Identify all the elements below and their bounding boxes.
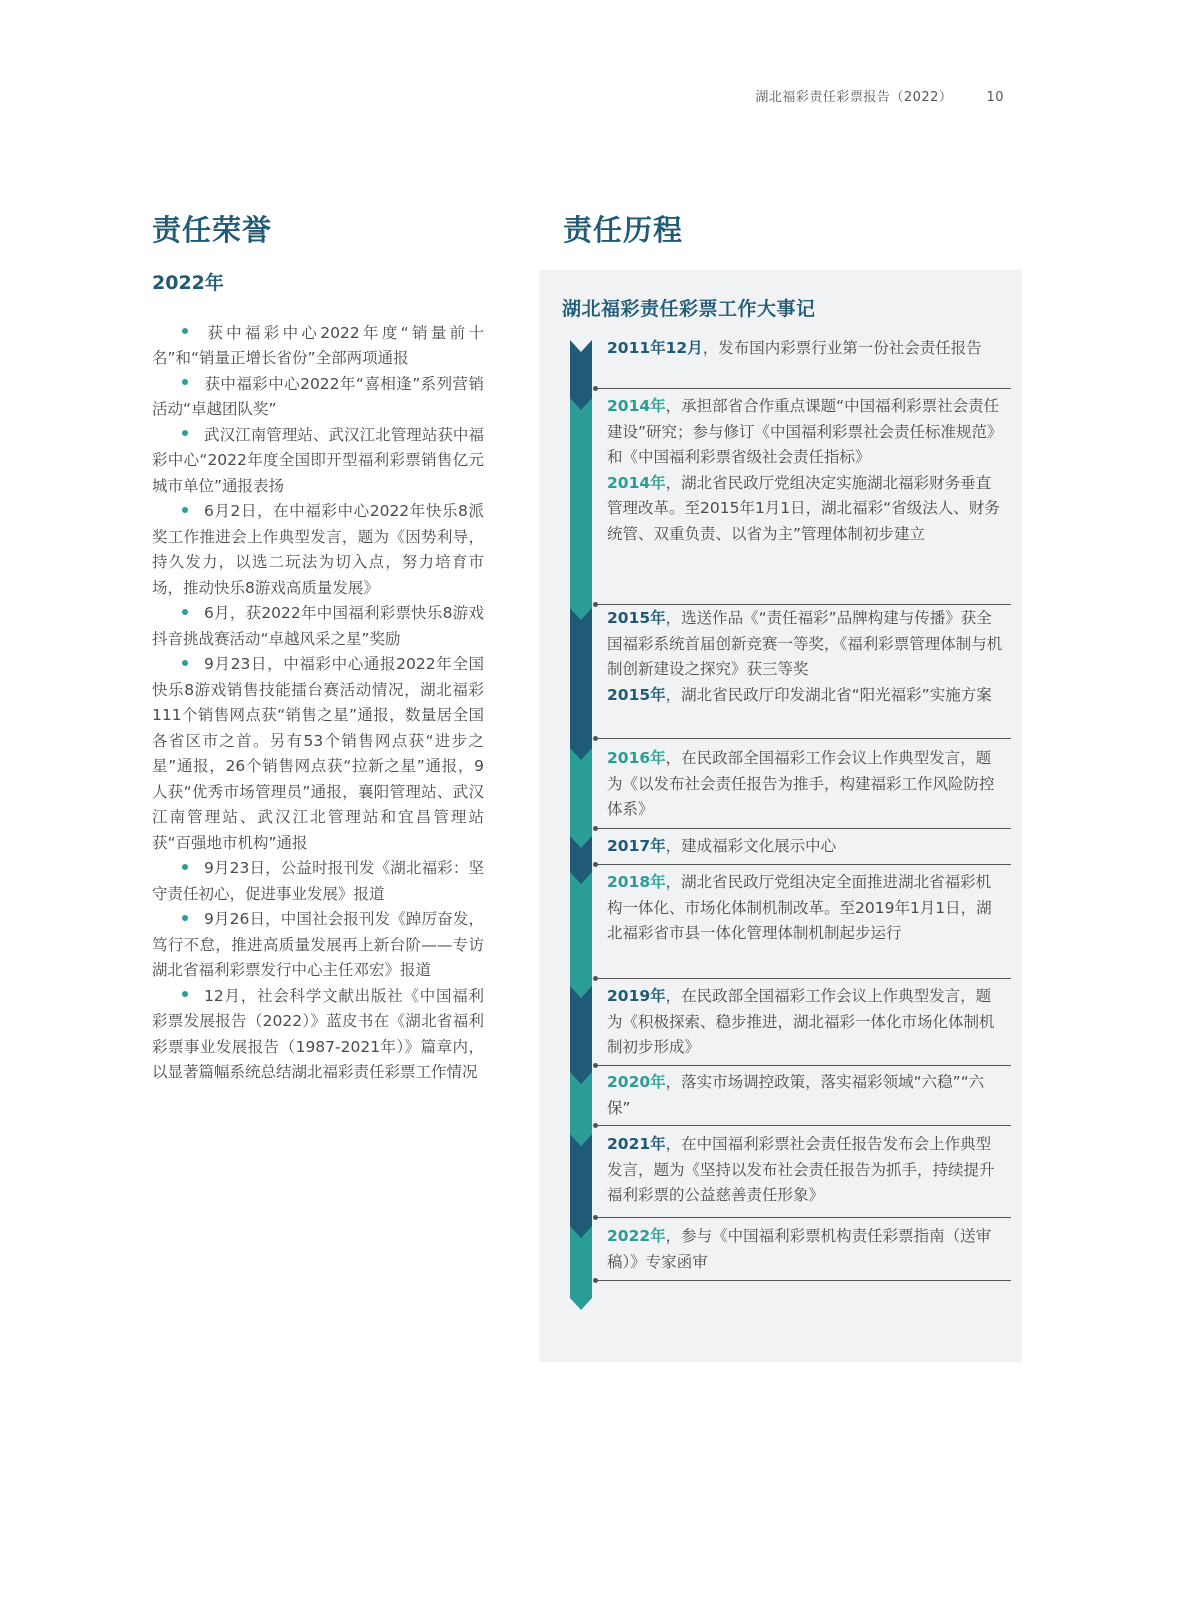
timeline-entry bbox=[607, 984, 1005, 1061]
page-number: 10 bbox=[986, 90, 1004, 105]
event-text: ，建成福彩文化展示中心 bbox=[665, 837, 837, 855]
timeline-entry bbox=[607, 1224, 1005, 1275]
timeline-entry bbox=[607, 394, 1005, 471]
bullet-dot-icon bbox=[182, 430, 188, 436]
honors-heading: 责任荣誉 bbox=[152, 213, 273, 247]
event-text: ，落实市场调控政策，落实福彩领域“六稳”“六保” bbox=[607, 1073, 985, 1117]
event-text: ，在民政部全国福彩工作会议上作典型发言，题为《积极探索、稳步推进，湖北福彩一体化市场化体制机制初步形成》 bbox=[607, 987, 995, 1056]
timeline-arrow-segment bbox=[570, 872, 592, 1004]
event-year: 2014年 bbox=[607, 473, 666, 492]
history-heading: 责任历程 bbox=[563, 213, 684, 247]
event-divider bbox=[595, 604, 1011, 605]
honor-text: 获中福彩中心2022年“喜相逢”系列营销活动“卓越团队奖” bbox=[152, 374, 484, 419]
event-year: 2019年 bbox=[607, 987, 666, 1005]
event-year: 2015年 bbox=[607, 685, 666, 704]
report-title: 湖北福彩责任彩票报告（2022） bbox=[755, 90, 953, 105]
timeline-event bbox=[607, 394, 1005, 547]
honor-item bbox=[152, 423, 484, 500]
bullet-dot-icon bbox=[182, 328, 188, 334]
event-text: ，湖北省民政厅党组决定全面推进湖北省福彩机构一体化、市场化体制机制改革。至2019年1月1日，湖北福彩省市县一体化管理体制机制起步运行 bbox=[607, 873, 992, 942]
honors-list bbox=[152, 321, 484, 1086]
bullet-dot-icon bbox=[182, 507, 188, 513]
honor-item bbox=[152, 321, 484, 372]
event-text: ，参与《中国福利彩票机构责任彩票指南（送审稿）》专家函审 bbox=[607, 1227, 992, 1271]
event-text: ，湖北省民政厅印发湖北省“阳光福彩”实施方案 bbox=[665, 685, 992, 704]
honor-item bbox=[152, 499, 484, 601]
event-divider bbox=[595, 1125, 1011, 1126]
event-divider bbox=[595, 388, 1011, 389]
timeline-entry bbox=[607, 870, 1005, 947]
honor-text: 9月26日，中国社会报刊发《踔厉奋发，笃行不怠，推进高质量发展再上新台阶——专访湖北省福利彩票发行中心主任邓宏》报道 bbox=[152, 910, 484, 980]
page-header bbox=[755, 86, 1004, 105]
timeline-entry bbox=[607, 683, 1005, 709]
bullet-dot-icon bbox=[182, 660, 188, 666]
honor-text: 9月23日，中福彩中心通报2022年全国快乐8游戏销售技能擂台赛活动情况，湖北福彩111个销售网点获“销售之星”通报，数量居全国各省区市之首。另有53个销售网点获“进步之星”通报，26个销售网点获“拉新之星”通报，9人获“优秀市场管理员”通报，襄阳管理站、武汉江南管理站、武汉江北管理站和宜昌管理站获“百强地市机构”通报 bbox=[152, 655, 484, 852]
event-year: 2016年 bbox=[607, 749, 666, 767]
honor-item bbox=[152, 984, 484, 1086]
bullet-dot-icon bbox=[182, 991, 188, 997]
event-text: ，湖北省民政厅党组决定实施湖北福彩财务垂直管理改革。至2015年1月1日，湖北福彩“省级法人、财务统管、双重负责、以省为主”管理体制初步建立 bbox=[607, 473, 1000, 543]
timeline-entry bbox=[607, 606, 1005, 683]
timeline-title: 湖北福彩责任彩票工作大事记 bbox=[562, 298, 816, 320]
honor-text: 9月23日，公益时报刊发《湖北福彩：坚守责任初心，促进事业发展》报道 bbox=[152, 859, 484, 903]
event-year: 2020年 bbox=[607, 1073, 666, 1091]
timeline-event bbox=[607, 1070, 1005, 1121]
timeline-panel bbox=[539, 270, 1022, 1362]
event-year: 2014年 bbox=[607, 397, 666, 415]
timeline-arrow-segment bbox=[570, 398, 592, 632]
honor-text: 6月2日，在中福彩中心2022年快乐8派奖工作推进会上作典型发言，题为《因势利导，持久发力，以选二玩法为切入点，努力培育市场，推动快乐8游戏高质量发展》 bbox=[152, 502, 484, 597]
event-divider bbox=[595, 1217, 1011, 1218]
event-text: ，在中国福利彩票社会责任报告发布会上作典型发言，题为《坚持以发布社会责任报告为抓手，持续提升福利彩票的公益慈善责任形象》 bbox=[607, 1135, 995, 1204]
timeline-entry bbox=[607, 336, 1005, 362]
timeline-entry bbox=[607, 471, 1005, 548]
event-text: ，发布国内彩票行业第一份社会责任报告 bbox=[702, 339, 982, 357]
honor-text: 获中福彩中心2022年度“销量前十名”和“销量正增长省份”全部两项通报 bbox=[152, 323, 484, 368]
honor-text: 武汉江南管理站、武汉江北管理站获中福彩中心“2022年度全国即开型福利彩票销售亿元城市单位”通报表扬 bbox=[152, 425, 484, 495]
timeline-event bbox=[607, 1132, 1005, 1209]
bullet-dot-icon bbox=[182, 864, 188, 870]
event-divider bbox=[595, 828, 1011, 829]
event-year: 2017年 bbox=[607, 837, 666, 855]
timeline-event bbox=[607, 1224, 1005, 1275]
event-year: 2022年 bbox=[607, 1227, 666, 1245]
event-divider bbox=[595, 864, 1011, 865]
honor-text: 12月，社会科学文献出版社《中国福利彩票发展报告（2022）》蓝皮书在《湖北省福利彩票事业发展报告（1987-2021年）》篇章内，以显著篇幅系统总结湖北福彩责任彩票工作情况 bbox=[152, 986, 484, 1082]
honor-item bbox=[152, 907, 484, 984]
event-divider bbox=[595, 1280, 1011, 1281]
event-text: ，选送作品《“责任福彩”品牌构建与传播》获全国福彩系统首届创新竞赛一等奖，《福利彩票管理体制与机制创新建设之探究》获三等奖 bbox=[607, 609, 1003, 678]
timeline-entry bbox=[607, 1070, 1005, 1121]
timeline-event bbox=[607, 834, 1005, 860]
timeline-entry bbox=[607, 746, 1005, 823]
honors-year: 2022年 bbox=[152, 271, 224, 294]
event-year: 2011年12月 bbox=[607, 339, 703, 357]
timeline-event bbox=[607, 336, 1005, 362]
honor-item bbox=[152, 372, 484, 423]
event-text: ，在民政部全国福彩工作会议上作典型发言，题为《以发布社会责任报告为推手，构建福彩工作风险防控体系》 bbox=[607, 749, 995, 818]
timeline-event bbox=[607, 606, 1005, 708]
honor-item bbox=[152, 601, 484, 652]
timeline-event bbox=[607, 984, 1005, 1061]
honors-column bbox=[152, 213, 484, 1086]
bullet-dot-icon bbox=[182, 379, 188, 385]
timeline-arrow-segment bbox=[570, 1226, 592, 1310]
event-divider bbox=[595, 1065, 1011, 1066]
timeline-arrow-segment bbox=[570, 608, 592, 768]
timeline-entry bbox=[607, 1132, 1005, 1209]
timeline-event bbox=[607, 870, 1005, 947]
event-year: 2018年 bbox=[607, 873, 666, 891]
timeline-entry bbox=[607, 834, 1005, 860]
bullet-dot-icon bbox=[182, 915, 188, 921]
timeline-event bbox=[607, 746, 1005, 823]
event-divider bbox=[595, 738, 1011, 739]
bullet-dot-icon bbox=[182, 609, 188, 615]
honor-text: 6月，获2022年中国福利彩票快乐8游戏抖音挑战赛活动“卓越风采之星”奖励 bbox=[152, 604, 484, 648]
event-year: 2015年 bbox=[607, 609, 666, 627]
honor-item bbox=[152, 652, 484, 856]
event-year: 2021年 bbox=[607, 1135, 666, 1153]
event-text: ，承担部省合作重点课题“中国福利彩票社会责任建设”研究；参与修订《中国福利彩票社会责任标准规范》和《中国福利彩票省级社会责任指标》 bbox=[607, 397, 1003, 466]
event-divider bbox=[595, 978, 1011, 979]
honor-item bbox=[152, 856, 484, 907]
